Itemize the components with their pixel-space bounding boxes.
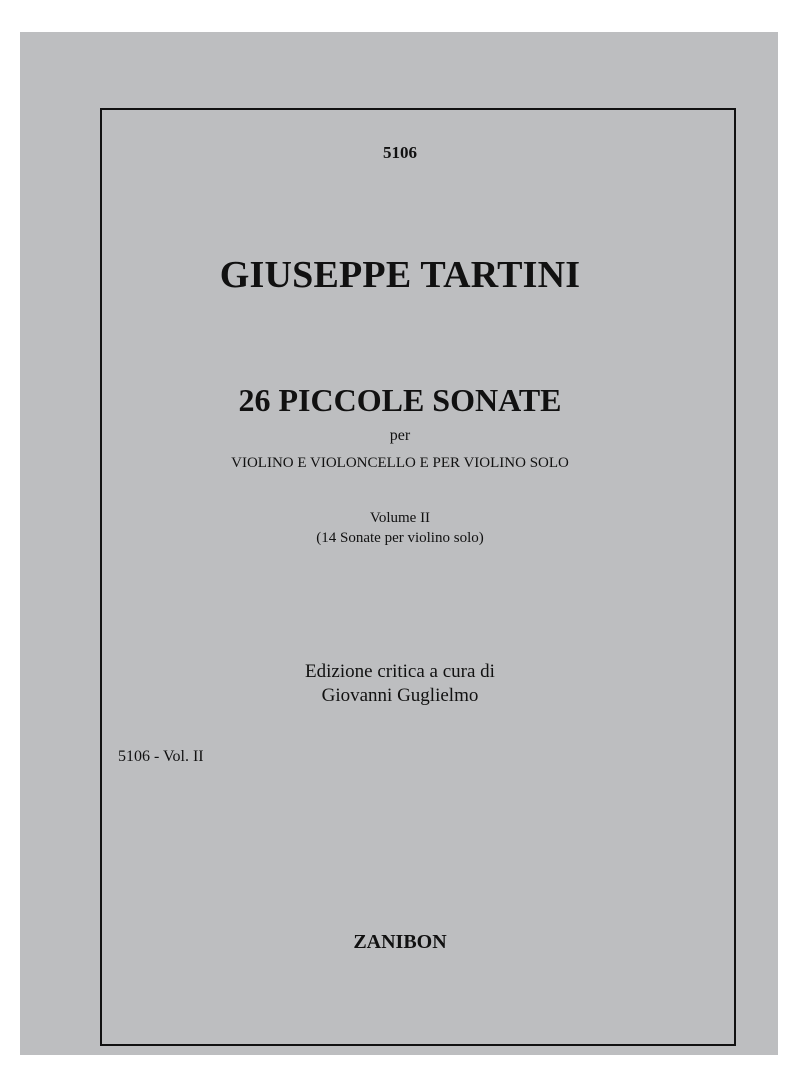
volume-label: Volume II	[369, 510, 431, 526]
publisher-name: ZANIBON	[353, 931, 447, 953]
editor-name: Giovanni Guglielmo	[321, 685, 479, 706]
work-title: 26 PICCOLE SONATE	[238, 382, 562, 418]
edition-credit: Edizione critica a cura di	[305, 661, 495, 682]
per-text: per	[389, 427, 411, 444]
volume-note: (14 Sonate per violino solo)	[316, 530, 484, 546]
volume-code: 5106 - Vol. II	[118, 748, 204, 765]
composer-name: GIUSEPPE TARTINI	[219, 254, 581, 296]
instrumentation: VIOLINO E VIOLONCELLO E PER VIOLINO SOLO	[231, 455, 569, 471]
catalog-number: 5106	[383, 143, 417, 162]
cover-frame	[100, 108, 736, 1046]
